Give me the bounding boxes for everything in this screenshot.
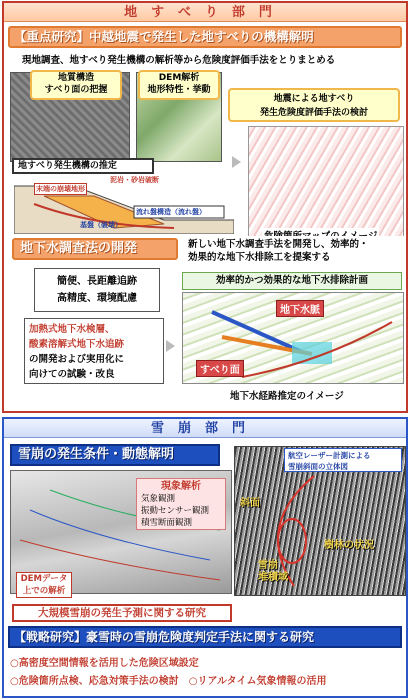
method-box [24, 318, 164, 384]
simple-line-2: 高精度、環境配慮 [57, 293, 137, 304]
simple-box [34, 268, 160, 312]
field-item-2: 振動センサー観測 [141, 506, 210, 516]
large-scale-title: 大規模雪崩の発生予測に関する研究 [12, 604, 232, 622]
field-obs-title: 現象解析 [161, 481, 201, 492]
label-avalanche-path-2: 堆積域 [258, 572, 288, 583]
landslide-header: 地すべり部門 [4, 3, 406, 22]
label-bedrock: 基盤（破壊） [80, 221, 122, 229]
method-line-4: 向けての試験・改良 [29, 369, 115, 380]
evaluation-line-1: 地震による地すべり [273, 94, 355, 104]
groundwater-title: 地下水調査法の開発 [12, 238, 178, 260]
arrow-to-map-icon [232, 156, 241, 168]
label-slip-surface: すべり面 [196, 360, 244, 377]
field-item-1: 気象観測 [141, 494, 176, 504]
laser-note-1: 航空レーザー計測による [288, 451, 371, 460]
label-slope: 斜面 [240, 498, 260, 509]
label-weathered: 末端の崩壊地形 [36, 185, 85, 193]
dem-box [138, 70, 220, 100]
bullet-1: ○高密度空間情報を活用した危険区域設定 [10, 658, 199, 669]
intro-text: 現地調査、地すべり発生機構の解析等から危険度評価手法をとりまとめる [22, 55, 336, 66]
avalanche-header: 雪崩部門 [4, 419, 406, 438]
label-forest: 樹林の状況 [324, 540, 374, 551]
label-avalanche-path [258, 560, 288, 584]
label-sandstone: 泥岩・砂岩破断 [110, 176, 159, 184]
key-research-title: 【重点研究】中越地震で発生した地すべりの機構解明 [8, 26, 402, 48]
dem-line-2: 地形特性・挙動 [147, 85, 211, 95]
geology-line-2: すべり面の把握 [44, 85, 108, 95]
arrow-to-drainage-icon [166, 340, 175, 352]
simple-line-1: 簡便、長距離追跡 [57, 276, 137, 287]
geology-box [30, 70, 122, 100]
groundwater-desc [184, 236, 404, 266]
label-slip-zone: 流れ盤構造（流れ盤） [136, 208, 206, 216]
geology-line-1: 地質構造 [57, 73, 94, 83]
bullet-2: ○危険箇所点検、応急対策手法の検討 ○リアルタイム気象情報の活用 [10, 676, 327, 687]
drainage-caption: 地下水経路推定のイメージ [230, 391, 344, 402]
dem-note-2: 上での解析 [22, 586, 66, 596]
groundwater-desc-2: 効果的な地下水排除工を提案する [188, 252, 331, 263]
strategic-title: 【戦略研究】豪雪時の雪崩危険度判定手法に関する研究 [8, 626, 402, 648]
dem-note [16, 572, 72, 598]
method-line-2: 酸素溶解式地下水追跡 [29, 339, 125, 350]
mechanism-box: 地すべり発生機構の推定 [12, 158, 154, 174]
dem-line-1: DEM解析 [158, 73, 200, 83]
dem-note-1: DEMデータ [20, 574, 68, 584]
groundwater-desc-1: 新しい地下水調査手法を開発し、効率的・ [188, 239, 369, 250]
field-obs-box [136, 478, 226, 530]
evaluation-line-2: 発生危険度評価手法の検討 [259, 108, 368, 118]
drainage-plan-title: 効率的かつ効果的な地下水排除計画 [182, 272, 402, 290]
field-item-3: 積雪断面観測 [141, 518, 193, 528]
method-line-3: の開発および実用化に [29, 354, 125, 365]
laser-note-2: 雪崩斜面の立体図 [288, 462, 348, 471]
evaluation-box [228, 88, 400, 122]
method-line-1: 加熱式地下水検層、 [29, 324, 115, 335]
label-avalanche-path-1: 雪崩 [258, 560, 278, 571]
label-groundwater-vein: 地下水脈 [276, 300, 324, 317]
avalanche-title: 雪崩の発生条件・動態解明 [10, 444, 220, 466]
